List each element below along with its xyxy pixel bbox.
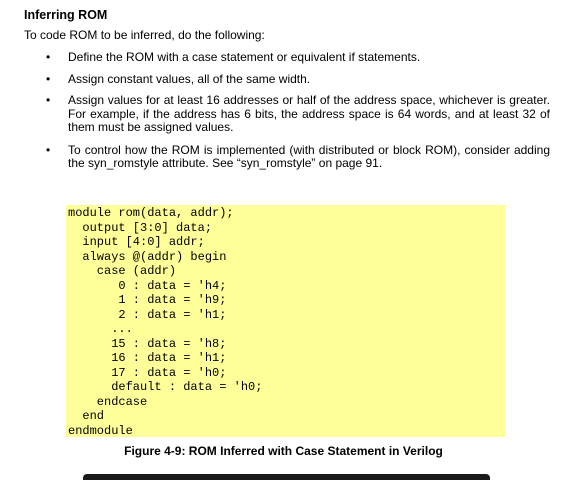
list-item (44, 144, 550, 171)
code-line: ... (68, 322, 133, 336)
code-line: always @(addr) begin (68, 249, 227, 264)
next-figure-bar (83, 474, 490, 480)
code-line: endcase (68, 394, 148, 409)
bullet-icon: • (46, 71, 51, 86)
list-item (44, 73, 550, 87)
list-item-text: Assign values for at least 16 addresses or half of the address space, whichever is greater. For example, if the address has 6 bits, the address space is 64 words, and at least 32 of them must be assigned values. (68, 93, 550, 134)
bullet-icon: • (46, 50, 51, 64)
intro-text: To code ROM to be inferred, do the following: (24, 28, 265, 42)
code-line: 15 : data = 'h8; (68, 336, 227, 351)
section-heading: Inferring ROM (24, 8, 108, 22)
code-line: output [3:0] data; (68, 220, 213, 235)
code-listing (66, 205, 505, 437)
list-item-text: Define the ROM with a case statement or equivalent if statements. (68, 50, 421, 64)
figure-caption: Figure 4-9: ROM Inferred with Case Statement in Verilog (124, 444, 443, 458)
code-line: end (68, 409, 105, 423)
bullet-icon: • (46, 142, 51, 157)
instruction-list (44, 51, 550, 179)
bullet-icon: • (46, 93, 51, 107)
code-line: 16 : data = 'h1; (68, 351, 227, 365)
code-line: default : data = 'h0; (68, 380, 263, 394)
code-line: endmodule (68, 423, 133, 438)
code-line: input [4:0] addr; (68, 235, 205, 249)
code-line: 2 : data = 'h1; (68, 307, 227, 322)
code-line: 1 : data = 'h9; (68, 293, 227, 307)
code-line: module rom(data, addr); (68, 206, 234, 220)
code-line: 17 : data = 'h0; (68, 365, 227, 380)
list-item-text: To control how the ROM is implemented (with distributed or block ROM), consider adding the syn_romstyle attribute. See “syn_romstyle” on page 91. (68, 142, 550, 170)
list-item-text: Assign constant values, all of the same width. (68, 71, 311, 86)
list-item (44, 51, 550, 65)
code-line: 0 : data = 'h4; (68, 278, 227, 293)
list-item (44, 94, 550, 135)
code-line: case (addr) (68, 264, 177, 278)
